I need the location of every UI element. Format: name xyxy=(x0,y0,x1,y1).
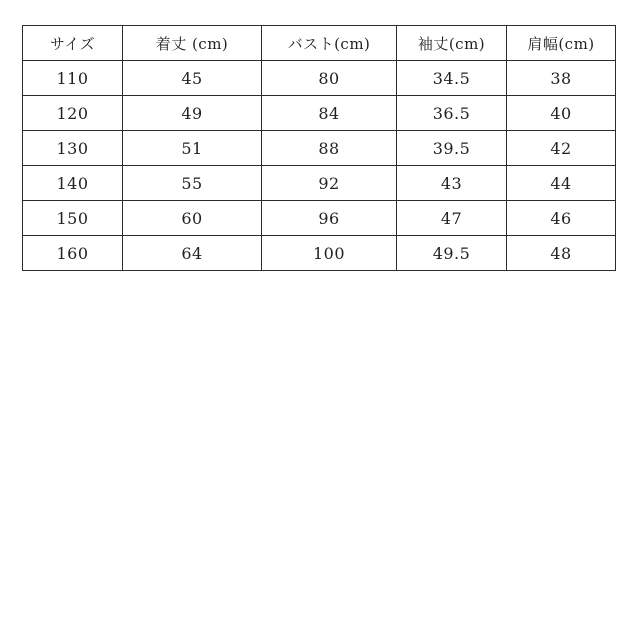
cell-size: 130 xyxy=(23,131,123,166)
cell-size: 120 xyxy=(23,96,123,131)
cell-length: 45 xyxy=(123,61,262,96)
table-row xyxy=(23,201,616,236)
header-sleeve-length: 袖丈(cm) xyxy=(397,26,507,61)
cell-bust: 80 xyxy=(262,61,397,96)
cell-size: 110 xyxy=(23,61,123,96)
cell-sleeve-length: 49.5 xyxy=(397,236,507,271)
cell-shoulder-width: 38 xyxy=(507,61,616,96)
header-bust: バスト(cm) xyxy=(262,26,397,61)
cell-bust: 84 xyxy=(262,96,397,131)
header-length: 着丈 (cm) xyxy=(123,26,262,61)
cell-bust: 100 xyxy=(262,236,397,271)
cell-shoulder-width: 40 xyxy=(507,96,616,131)
cell-sleeve-length: 47 xyxy=(397,201,507,236)
size-chart-table xyxy=(22,25,616,271)
cell-bust: 96 xyxy=(262,201,397,236)
cell-length: 60 xyxy=(123,201,262,236)
cell-sleeve-length: 34.5 xyxy=(397,61,507,96)
cell-shoulder-width: 42 xyxy=(507,131,616,166)
header-row xyxy=(23,26,616,61)
cell-bust: 92 xyxy=(262,166,397,201)
table-row xyxy=(23,96,616,131)
table-row xyxy=(23,166,616,201)
table-row xyxy=(23,131,616,166)
cell-length: 55 xyxy=(123,166,262,201)
cell-length: 64 xyxy=(123,236,262,271)
table-row xyxy=(23,236,616,271)
cell-size: 140 xyxy=(23,166,123,201)
header-size: サイズ xyxy=(23,26,123,61)
cell-sleeve-length: 36.5 xyxy=(397,96,507,131)
cell-length: 51 xyxy=(123,131,262,166)
cell-shoulder-width: 44 xyxy=(507,166,616,201)
cell-sleeve-length: 43 xyxy=(397,166,507,201)
cell-size: 160 xyxy=(23,236,123,271)
cell-shoulder-width: 48 xyxy=(507,236,616,271)
cell-sleeve-length: 39.5 xyxy=(397,131,507,166)
cell-shoulder-width: 46 xyxy=(507,201,616,236)
table-row xyxy=(23,61,616,96)
cell-bust: 88 xyxy=(262,131,397,166)
header-shoulder-width: 肩幅(cm) xyxy=(507,26,616,61)
cell-length: 49 xyxy=(123,96,262,131)
cell-size: 150 xyxy=(23,201,123,236)
